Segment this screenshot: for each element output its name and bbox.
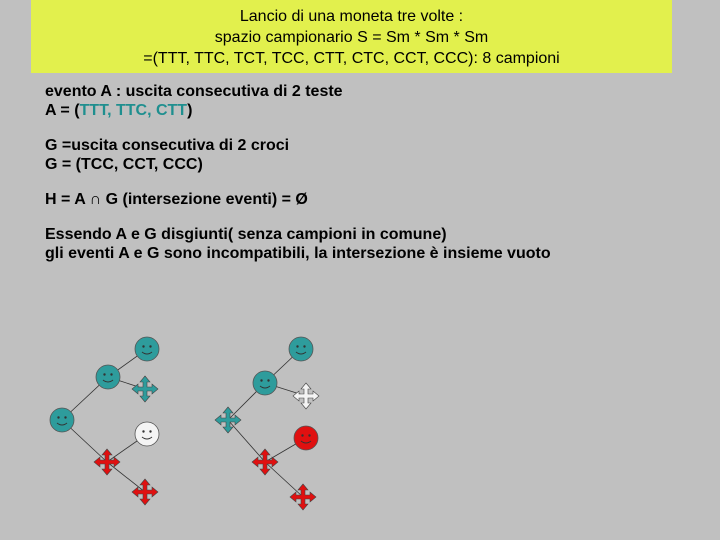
event-h-intersection: H = A ∩ G (intersezione eventi) = Ø	[45, 191, 308, 208]
conclusion-line-2: gli eventi A e G sono incompatibili, la intersezione è insieme vuoto	[45, 245, 551, 262]
event-g-definition: G =uscita consecutiva di 2 croci	[45, 137, 290, 154]
cross-arrows-icon	[94, 449, 120, 475]
event-a-values: TTT, TTC, CTT	[79, 102, 188, 119]
event-g-set: G = (TCC, CCT, CCC)	[45, 156, 203, 173]
event-a-prefix: A = (	[45, 102, 80, 119]
smiley-face-icon	[50, 408, 74, 432]
conclusion-line-1: Essendo A e G disgiunti( senza campioni in comune)	[45, 226, 447, 243]
title-line-3: =(TTT, TTC, TCT, TCC, CTT, CTC, CCT, CCC): 8 campioni	[143, 50, 560, 67]
smiley-face-icon	[135, 422, 159, 446]
title-line-1: Lancio di una moneta tre volte :	[239, 8, 464, 25]
smiley-face-icon	[96, 365, 120, 389]
smiley-face-icon	[294, 426, 318, 450]
smiley-face-icon	[289, 337, 313, 361]
cross-arrows-icon	[252, 449, 278, 475]
cross-arrows-icon	[132, 479, 158, 505]
event-a-definition: evento A : uscita consecutiva di 2 teste	[45, 83, 343, 100]
cross-arrows-icon	[293, 383, 319, 409]
event-a-suffix: )	[187, 102, 193, 119]
title-line-2: spazio campionario S = Sm * Sm * Sm	[214, 29, 489, 46]
cross-arrows-icon	[132, 376, 158, 402]
smiley-face-icon	[135, 337, 159, 361]
smiley-face-icon	[253, 371, 277, 395]
cross-arrows-icon	[290, 484, 316, 510]
